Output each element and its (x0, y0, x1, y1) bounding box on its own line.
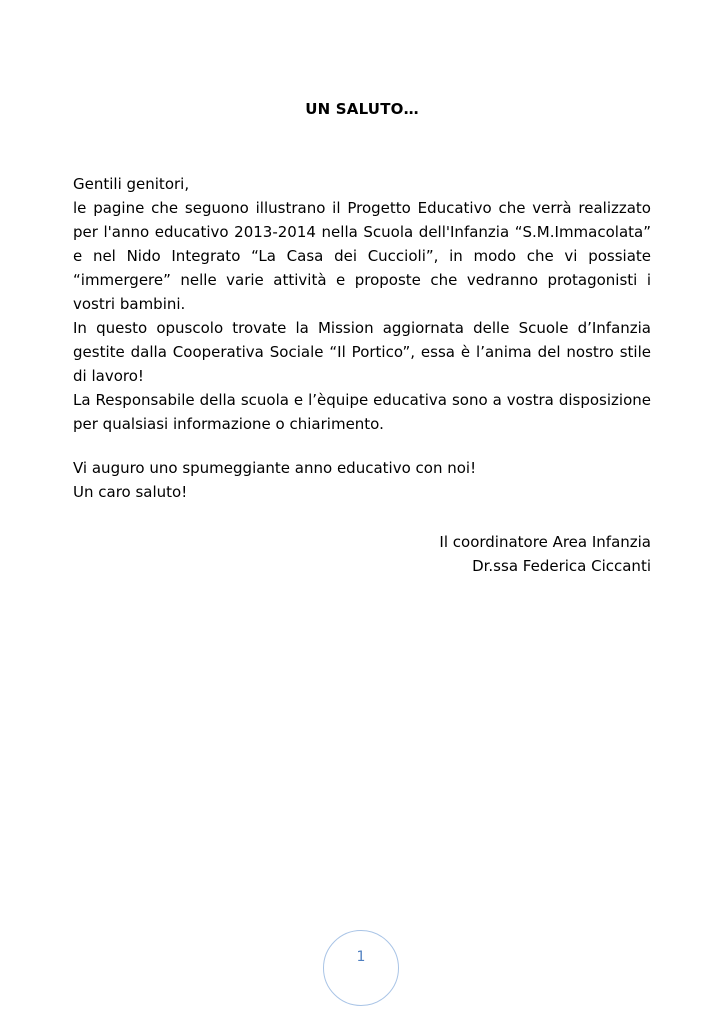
page-number: 1 (356, 949, 366, 965)
signature-role: Il coordinatore Area Infanzia (439, 533, 651, 551)
greeting-line: Gentili genitori, (73, 175, 190, 193)
closing-line: Un caro saluto! (73, 483, 188, 501)
letter-body (73, 172, 651, 436)
page-title: UN SALUTO… (305, 100, 419, 118)
signature-name: Dr.ssa Federica Ciccanti (472, 557, 651, 575)
body-paragraph: le pagine che seguono illustrano il Progetto Educativo che verrà realizzato per l'anno educativo 2013-2014 nella Scuola dell'Infanzia “S.M.Immacolata” e nel Nido Integrato “La Casa dei Cuccioli”, in modo che vi possiate “immergere” nelle varie attività e proposte che vedranno protagonisti i vostri bambini. (73, 199, 651, 313)
closing-block (73, 456, 651, 504)
closing-line: Vi auguro uno spumeggiante anno educativo con noi! (73, 459, 477, 477)
body-paragraph: In questo opuscolo trovate la Mission aggiornata delle Scuole d’Infanzia gestite dalla Cooperativa Sociale “Il Portico”, essa è l’anima del nostro stile di lavoro! (73, 319, 651, 385)
body-paragraph: La Responsabile della scuola e l’èquipe educativa sono a vostra disposizione per qualsiasi informazione o chiarimento. (73, 391, 651, 433)
page-number-badge (323, 930, 399, 1006)
signature-block (439, 530, 651, 578)
